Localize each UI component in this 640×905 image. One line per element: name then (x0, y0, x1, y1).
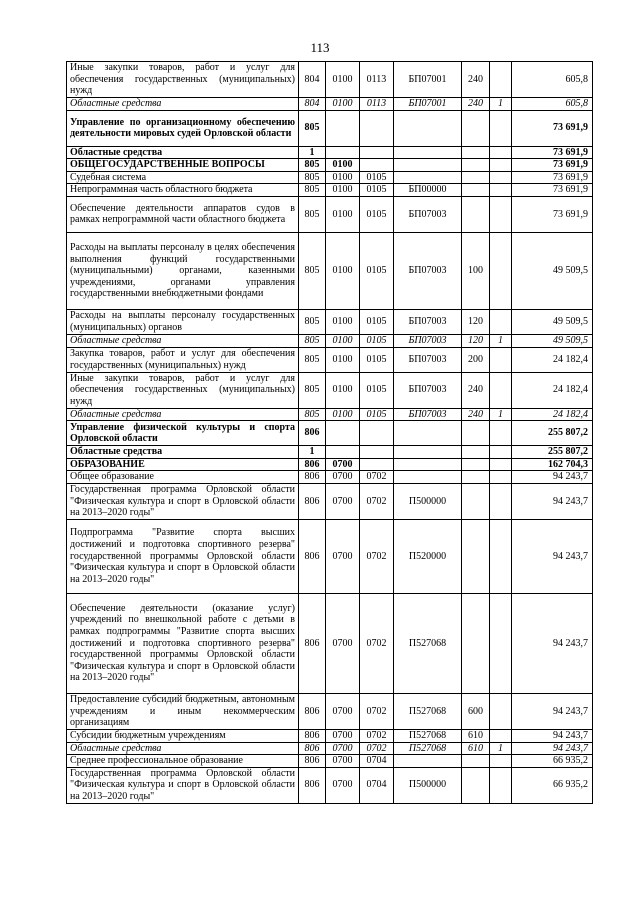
item-name: Областные средства (67, 408, 299, 421)
target-article-code: БП07003 (394, 232, 462, 309)
expense-type-code (462, 755, 490, 768)
target-article-code: БП07003 (394, 309, 462, 334)
item-name: Областные средства (67, 446, 299, 459)
subsection-code: 0702 (360, 471, 394, 484)
section-code: 0100 (326, 184, 360, 197)
expense-type-code (462, 519, 490, 593)
grbs-code: 805 (299, 159, 326, 172)
target-article-code (394, 159, 462, 172)
section-code: 0700 (326, 767, 360, 803)
table-row (67, 458, 593, 471)
expense-type-code: 240 (462, 408, 490, 421)
section-code: 0700 (326, 471, 360, 484)
target-article-code (394, 146, 462, 159)
item-name: Областные средства (67, 742, 299, 755)
amount: 24 182,4 (512, 372, 593, 408)
subsection-code: 0704 (360, 755, 394, 768)
subsection-code: 0105 (360, 372, 394, 408)
expense-type-code: 240 (462, 372, 490, 408)
target-article-code (394, 110, 462, 146)
funding-source-code: 1 (490, 408, 512, 421)
expense-type-code (462, 146, 490, 159)
section-code: 0100 (326, 232, 360, 309)
expense-type-code (462, 196, 490, 232)
table-row (67, 146, 593, 159)
funding-source-code (490, 196, 512, 232)
item-name: ОБРАЗОВАНИЕ (67, 458, 299, 471)
subsection-code: 0702 (360, 519, 394, 593)
funding-source-code (490, 62, 512, 98)
funding-source-code (490, 421, 512, 446)
amount: 94 243,7 (512, 471, 593, 484)
subsection-code: 0105 (360, 232, 394, 309)
table-row (67, 347, 593, 372)
grbs-code: 806 (299, 755, 326, 768)
expense-type-code (462, 421, 490, 446)
table-row (67, 755, 593, 768)
table-row (67, 471, 593, 484)
amount: 94 243,7 (512, 729, 593, 742)
grbs-code: 806 (299, 458, 326, 471)
item-name: Закупка товаров, работ и услуг для обеспечения государственных (муниципальных) нужд (67, 347, 299, 372)
amount: 73 691,9 (512, 159, 593, 172)
amount: 49 509,5 (512, 309, 593, 334)
expense-type-code (462, 458, 490, 471)
expense-type-code: 100 (462, 232, 490, 309)
grbs-code: 805 (299, 309, 326, 334)
item-name: Среднее профессиональное образование (67, 755, 299, 768)
amount: 255 807,2 (512, 446, 593, 459)
expense-type-code: 240 (462, 62, 490, 98)
funding-source-code (490, 755, 512, 768)
grbs-code: 805 (299, 171, 326, 184)
amount: 66 935,2 (512, 767, 593, 803)
subsection-code: 0105 (360, 334, 394, 347)
amount: 24 182,4 (512, 347, 593, 372)
item-name: Расходы на выплаты персоналу государственных (муниципальных) органов (67, 309, 299, 334)
item-name: Обеспечение деятельности аппаратов судов в рамках непрограммной части областного бюджета (67, 196, 299, 232)
target-article-code: БП07003 (394, 408, 462, 421)
section-code: 0100 (326, 98, 360, 111)
target-article-code (394, 171, 462, 184)
grbs-code: 806 (299, 421, 326, 446)
item-name: Предоставление субсидий бюджетным, автономным учреждениям и иным некоммерческим организациям (67, 693, 299, 729)
subsection-code (360, 421, 394, 446)
item-name: Управление по организационному обеспечению деятельности мировых судей Орловской области (67, 110, 299, 146)
funding-source-code (490, 171, 512, 184)
section-code: 0700 (326, 755, 360, 768)
target-article-code: БП07001 (394, 62, 462, 98)
subsection-code: 0113 (360, 62, 394, 98)
subsection-code: 0113 (360, 98, 394, 111)
target-article-code: П527068 (394, 729, 462, 742)
funding-source-code (490, 593, 512, 693)
funding-source-code (490, 446, 512, 459)
subsection-code (360, 458, 394, 471)
item-name: Непрограммная часть областного бюджета (67, 184, 299, 197)
amount: 162 704,3 (512, 458, 593, 471)
grbs-code: 1 (299, 146, 326, 159)
subsection-code (360, 110, 394, 146)
section-code: 0700 (326, 483, 360, 519)
amount: 66 935,2 (512, 755, 593, 768)
expense-type-code (462, 446, 490, 459)
item-name: Государственная программа Орловской области "Физическая культура и спорт в Орловской области на 2013–2020 годы" (67, 483, 299, 519)
expense-type-code (462, 171, 490, 184)
grbs-code: 805 (299, 110, 326, 146)
target-article-code (394, 471, 462, 484)
section-code: 0700 (326, 593, 360, 693)
expense-type-code (462, 184, 490, 197)
section-code (326, 446, 360, 459)
amount: 49 509,5 (512, 334, 593, 347)
item-name: Областные средства (67, 98, 299, 111)
funding-source-code (490, 471, 512, 484)
target-article-code (394, 446, 462, 459)
grbs-code: 1 (299, 446, 326, 459)
item-name: Общее образование (67, 471, 299, 484)
target-article-code: П527068 (394, 693, 462, 729)
table-row (67, 184, 593, 197)
section-code: 0100 (326, 347, 360, 372)
item-name: Субсидии бюджетным учреждениям (67, 729, 299, 742)
table-row (67, 196, 593, 232)
grbs-code: 806 (299, 729, 326, 742)
subsection-code: 0105 (360, 196, 394, 232)
section-code: 0100 (326, 62, 360, 98)
grbs-code: 805 (299, 408, 326, 421)
section-code (326, 110, 360, 146)
section-code (326, 421, 360, 446)
target-article-code (394, 421, 462, 446)
table-row (67, 742, 593, 755)
table-row (67, 767, 593, 803)
item-name: Расходы на выплаты персоналу в целях обеспечения выполнения функций государственными (муниципальными) органами, казенными учреждениями, органами управления государственными внебюджетными фондами (67, 232, 299, 309)
table-row (67, 593, 593, 693)
table-row (67, 408, 593, 421)
subsection-code: 0105 (360, 309, 394, 334)
budget-table-body (67, 62, 593, 804)
table-row (67, 693, 593, 729)
section-code: 0100 (326, 171, 360, 184)
grbs-code: 804 (299, 98, 326, 111)
amount: 94 243,7 (512, 519, 593, 593)
expense-type-code: 120 (462, 334, 490, 347)
subsection-code: 0702 (360, 693, 394, 729)
subsection-code: 0702 (360, 483, 394, 519)
item-name: Иные закупки товаров, работ и услуг для обеспечения государственных (муниципальных) нужд (67, 62, 299, 98)
subsection-code (360, 446, 394, 459)
target-article-code: БП07003 (394, 347, 462, 372)
table-row (67, 98, 593, 111)
target-article-code: БП07001 (394, 98, 462, 111)
section-code: 0700 (326, 729, 360, 742)
amount: 49 509,5 (512, 232, 593, 309)
amount: 94 243,7 (512, 742, 593, 755)
table-row (67, 483, 593, 519)
amount: 94 243,7 (512, 593, 593, 693)
section-code: 0700 (326, 458, 360, 471)
subsection-code: 0105 (360, 347, 394, 372)
grbs-code: 806 (299, 483, 326, 519)
grbs-code: 806 (299, 693, 326, 729)
expense-type-code: 610 (462, 742, 490, 755)
item-name: Государственная программа Орловской области "Физическая культура и спорт в Орловской области на 2013–2020 годы" (67, 767, 299, 803)
table-row (67, 519, 593, 593)
table-row (67, 421, 593, 446)
grbs-code: 805 (299, 334, 326, 347)
expense-type-code: 610 (462, 729, 490, 742)
funding-source-code (490, 347, 512, 372)
target-article-code: БП07003 (394, 372, 462, 408)
funding-source-code (490, 184, 512, 197)
section-code (326, 146, 360, 159)
subsection-code: 0702 (360, 729, 394, 742)
item-name: Областные средства (67, 146, 299, 159)
item-name: Обеспечение деятельности (оказание услуг) учреждений по внешкольной работе с детьми в рамках подпрограммы "Развитие спорта высших достижений и подготовка спортивного резерва" государственной программы Орловской области "Физическая культура и спорт в Орловской области на 2013–2020 годы" (67, 593, 299, 693)
target-article-code: П520000 (394, 519, 462, 593)
funding-source-code: 1 (490, 334, 512, 347)
funding-source-code (490, 458, 512, 471)
subsection-code: 0105 (360, 184, 394, 197)
expense-type-code (462, 159, 490, 172)
target-article-code (394, 755, 462, 768)
funding-source-code (490, 309, 512, 334)
section-code: 0100 (326, 408, 360, 421)
target-article-code: П527068 (394, 593, 462, 693)
item-name: Управление физической культуры и спорта Орловской области (67, 421, 299, 446)
target-article-code: БП07003 (394, 334, 462, 347)
target-article-code: БП07003 (394, 196, 462, 232)
grbs-code: 806 (299, 519, 326, 593)
item-name: ОБЩЕГОСУДАРСТВЕННЫЕ ВОПРОСЫ (67, 159, 299, 172)
expense-type-code: 200 (462, 347, 490, 372)
funding-source-code (490, 729, 512, 742)
item-name: Иные закупки товаров, работ и услуг для обеспечения государственных (муниципальных) нужд (67, 372, 299, 408)
subsection-code: 0105 (360, 408, 394, 421)
subsection-code (360, 159, 394, 172)
page-number: 113 (310, 40, 330, 55)
expense-type-code (462, 593, 490, 693)
table-row (67, 309, 593, 334)
funding-source-code (490, 232, 512, 309)
table-row (67, 372, 593, 408)
amount: 24 182,4 (512, 408, 593, 421)
section-code: 0100 (326, 309, 360, 334)
amount: 605,8 (512, 98, 593, 111)
amount: 94 243,7 (512, 483, 593, 519)
subsection-code: 0105 (360, 171, 394, 184)
section-code: 0100 (326, 372, 360, 408)
table-row (67, 110, 593, 146)
amount: 73 691,9 (512, 196, 593, 232)
grbs-code: 806 (299, 471, 326, 484)
grbs-code: 805 (299, 196, 326, 232)
amount: 73 691,9 (512, 184, 593, 197)
section-code: 0700 (326, 519, 360, 593)
section-code: 0700 (326, 742, 360, 755)
item-name: Подпрограмма "Развитие спорта высших достижений и подготовка спортивного резерва" государственной программы Орловской области "Физическая культура и спорт в Орловской области на 2013–2020 годы" (67, 519, 299, 593)
expense-type-code (462, 767, 490, 803)
amount: 73 691,9 (512, 146, 593, 159)
section-code: 0100 (326, 159, 360, 172)
expense-type-code (462, 110, 490, 146)
funding-source-code (490, 693, 512, 729)
grbs-code: 806 (299, 767, 326, 803)
section-code: 0100 (326, 196, 360, 232)
grbs-code: 805 (299, 232, 326, 309)
funding-source-code (490, 483, 512, 519)
target-article-code (394, 458, 462, 471)
item-name: Судебная система (67, 171, 299, 184)
table-row (67, 159, 593, 172)
expense-type-code: 600 (462, 693, 490, 729)
funding-source-code (490, 110, 512, 146)
expense-type-code: 120 (462, 309, 490, 334)
grbs-code: 805 (299, 347, 326, 372)
target-article-code: П500000 (394, 767, 462, 803)
section-code: 0100 (326, 334, 360, 347)
budget-table (66, 61, 593, 804)
funding-source-code: 1 (490, 742, 512, 755)
amount: 605,8 (512, 62, 593, 98)
grbs-code: 806 (299, 593, 326, 693)
target-article-code: П500000 (394, 483, 462, 519)
amount: 94 243,7 (512, 693, 593, 729)
funding-source-code (490, 519, 512, 593)
funding-source-code (490, 146, 512, 159)
funding-source-code: 1 (490, 98, 512, 111)
amount: 73 691,9 (512, 110, 593, 146)
funding-source-code (490, 372, 512, 408)
table-row (67, 334, 593, 347)
table-row (67, 62, 593, 98)
grbs-code: 805 (299, 184, 326, 197)
item-name: Областные средства (67, 334, 299, 347)
table-row (67, 729, 593, 742)
table-row (67, 171, 593, 184)
target-article-code: П527068 (394, 742, 462, 755)
section-code: 0700 (326, 693, 360, 729)
amount: 73 691,9 (512, 171, 593, 184)
amount: 255 807,2 (512, 421, 593, 446)
subsection-code: 0704 (360, 767, 394, 803)
subsection-code (360, 146, 394, 159)
table-row (67, 232, 593, 309)
expense-type-code (462, 483, 490, 519)
expense-type-code: 240 (462, 98, 490, 111)
funding-source-code (490, 767, 512, 803)
grbs-code: 804 (299, 62, 326, 98)
funding-source-code (490, 159, 512, 172)
expense-type-code (462, 471, 490, 484)
table-row (67, 446, 593, 459)
subsection-code: 0702 (360, 742, 394, 755)
grbs-code: 806 (299, 742, 326, 755)
target-article-code: БП00000 (394, 184, 462, 197)
subsection-code: 0702 (360, 593, 394, 693)
grbs-code: 805 (299, 372, 326, 408)
